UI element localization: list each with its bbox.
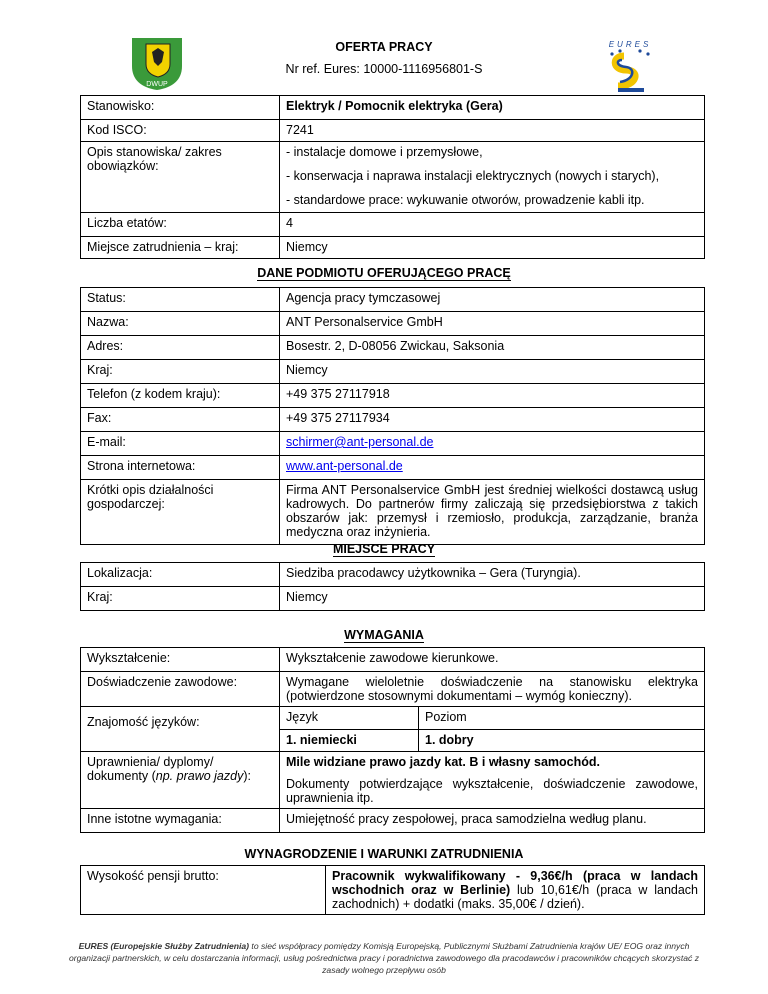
table-row <box>81 866 705 915</box>
experience-label: Doświadczenie zawodowe: <box>81 672 280 707</box>
table-row <box>81 672 705 707</box>
language-level: 1. dobry <box>419 729 705 751</box>
workplace-country-label-2: Kraj: <box>81 587 280 611</box>
other-requirements-value: Umiejętność pracy zespołowej, praca samodzielna według planu. <box>280 809 705 833</box>
workplace-country-value-2: Niemcy <box>280 587 705 611</box>
education-label: Wykształcenie: <box>81 648 280 672</box>
table-row <box>81 213 705 237</box>
business-description-label: Krótki opis działalności gospodarczej: <box>81 480 280 545</box>
duties-label: Opis stanowiska/ zakres obowiązków: <box>81 142 280 213</box>
table-row <box>81 752 705 809</box>
status-label: Status: <box>81 288 280 312</box>
position-label: Stanowisko: <box>81 96 280 120</box>
footer-note: EURES (Europejskie Służby Zatrudnienia) to sieć współpracy pomiędzy Komisją Europejską, Publicznymi Służbami Zatrudnienia krajów UE/ EOG oraz innych organizacji partnerskich, w celu dostarczania informacji, usług pośrednictwa pracy i poradnictwa zawodowego dla pracodawców i pracowników chcących skorzystać z zasady wolnego przepływu osób <box>68 941 700 975</box>
eures-logo-text: EURES <box>608 40 652 49</box>
table-row <box>81 563 705 587</box>
level-col-header: Poziom <box>419 707 705 729</box>
status-value: Agencja pracy tymczasowej <box>280 288 705 312</box>
location-label: Lokalizacja: <box>81 563 280 587</box>
table-row <box>81 237 705 259</box>
salary-label: Wysokość pensji brutto: <box>81 866 326 915</box>
table-row <box>81 480 705 545</box>
business-description-value: Firma ANT Personalservice GmbH jest średniej wielkości dostawcą usług kadrowych. Do partnerów firmy zaliczają się przedsiębiorstwa z takich obszarów jak: przemysł i rzemiosło, produkcja, zarządzanie, branża medyczna oraz inżynieria. <box>280 480 705 545</box>
company-name-label: Nazwa: <box>81 312 280 336</box>
salary-table <box>80 865 705 915</box>
duty-item: - instalacje domowe i przemysłowe, <box>286 145 483 159</box>
table-row <box>81 312 705 336</box>
isco-label: Kod ISCO: <box>81 120 280 142</box>
dwup-logo-text: DWUP <box>146 81 168 88</box>
workplace-table <box>80 562 705 611</box>
job-table <box>80 95 705 259</box>
website-label: Strona internetowa: <box>81 456 280 480</box>
documents-label: Uprawnienia/ dyplomy/ dokumenty (np. prawo jazdy): <box>81 752 280 809</box>
address-value: Bosestr. 2, D-08056 Zwickau, Saksonia <box>280 336 705 360</box>
duty-item: - konserwacja i naprawa instalacji elektrycznych (nowych i starych), <box>286 169 660 183</box>
company-name-value: ANT Personalservice GmbH <box>280 312 705 336</box>
table-row <box>81 432 705 456</box>
workplace-country-label: Miejsce zatrudnienia – kraj: <box>81 237 280 259</box>
duty-item: - standardowe prace: wykuwanie otworów, prowadzenie kabli itp. <box>286 193 645 207</box>
table-row <box>81 809 705 833</box>
table-row <box>81 408 705 432</box>
language-name: 1. niemiecki <box>280 729 419 751</box>
table-row <box>81 707 705 752</box>
positions-count-label: Liczba etatów: <box>81 213 280 237</box>
languages-cell <box>280 707 705 752</box>
isco-value: 7241 <box>280 120 705 142</box>
table-row <box>81 288 705 312</box>
phone-label: Telefon (z kodem kraju): <box>81 384 280 408</box>
table-row <box>81 456 705 480</box>
employer-country-value: Niemcy <box>280 360 705 384</box>
salary-heading: WYNAGRODZENIE I WARUNKI ZATRUDNIENIA <box>244 847 524 861</box>
employer-heading: DANE PODMIOTU OFERUJĄCEGO PRACĘ <box>257 266 511 280</box>
fax-value: +49 375 27117934 <box>280 408 705 432</box>
document-title: OFERTA PRACY <box>335 40 433 54</box>
positions-count-value: 4 <box>280 213 705 237</box>
other-requirements-label: Inne istotne wymagania: <box>81 809 280 833</box>
phone-value: +49 375 27117918 <box>280 384 705 408</box>
table-row <box>81 96 705 120</box>
workplace-heading: MIEJSCE PRACY <box>332 542 436 556</box>
language-col-header: Język <box>280 707 419 729</box>
table-row <box>81 360 705 384</box>
table-row <box>81 384 705 408</box>
documents-proof: Dokumenty potwierdzające wykształcenie, doświadczenie zawodowe, uprawnienia itp. <box>286 777 698 805</box>
workplace-country-value: Niemcy <box>280 237 705 259</box>
salary-value: Pracownik wykwalifikowany - 9,36€/h (praca w landach wschodnich oraz w Berlinie) lub 10,61€/h (praca w landach zachodnich) + dodatki (maks. 35,00€ / dzień). <box>326 866 705 915</box>
requirements-table <box>80 647 705 833</box>
documents-driving-license: Mile widziane prawo jazdy kat. B i własny samochód. <box>286 755 600 769</box>
table-row <box>81 336 705 360</box>
email-link[interactable]: schirmer@ant-personal.de <box>286 435 434 449</box>
reference-number: Nr ref. Eures: 10000-1116956801-S <box>285 62 483 76</box>
duties-value <box>280 142 705 213</box>
table-row <box>81 142 705 213</box>
employer-country-label: Kraj: <box>81 360 280 384</box>
location-value: Siedziba pracodawcy użytkownika – Gera (Turyngia). <box>280 563 705 587</box>
languages-table <box>280 707 704 751</box>
address-label: Adres: <box>81 336 280 360</box>
fax-label: Fax: <box>81 408 280 432</box>
position-value: Elektryk / Pomocnik elektryka (Gera) <box>280 96 705 120</box>
table-row <box>81 587 705 611</box>
table-row <box>81 120 705 142</box>
email-label: E-mail: <box>81 432 280 456</box>
employer-table <box>80 287 705 545</box>
experience-value: Wymagane wieloletnie doświadczenie na stanowisku elektryka (potwierdzone stosownymi dokumentami – wymóg konieczny). <box>280 672 705 707</box>
website-link[interactable]: www.ant-personal.de <box>286 459 403 473</box>
documents-value <box>280 752 705 809</box>
education-value: Wykształcenie zawodowe kierunkowe. <box>280 648 705 672</box>
requirements-heading: WYMAGANIA <box>344 628 424 642</box>
table-row <box>81 648 705 672</box>
languages-label: Znajomość języków: <box>81 707 280 752</box>
